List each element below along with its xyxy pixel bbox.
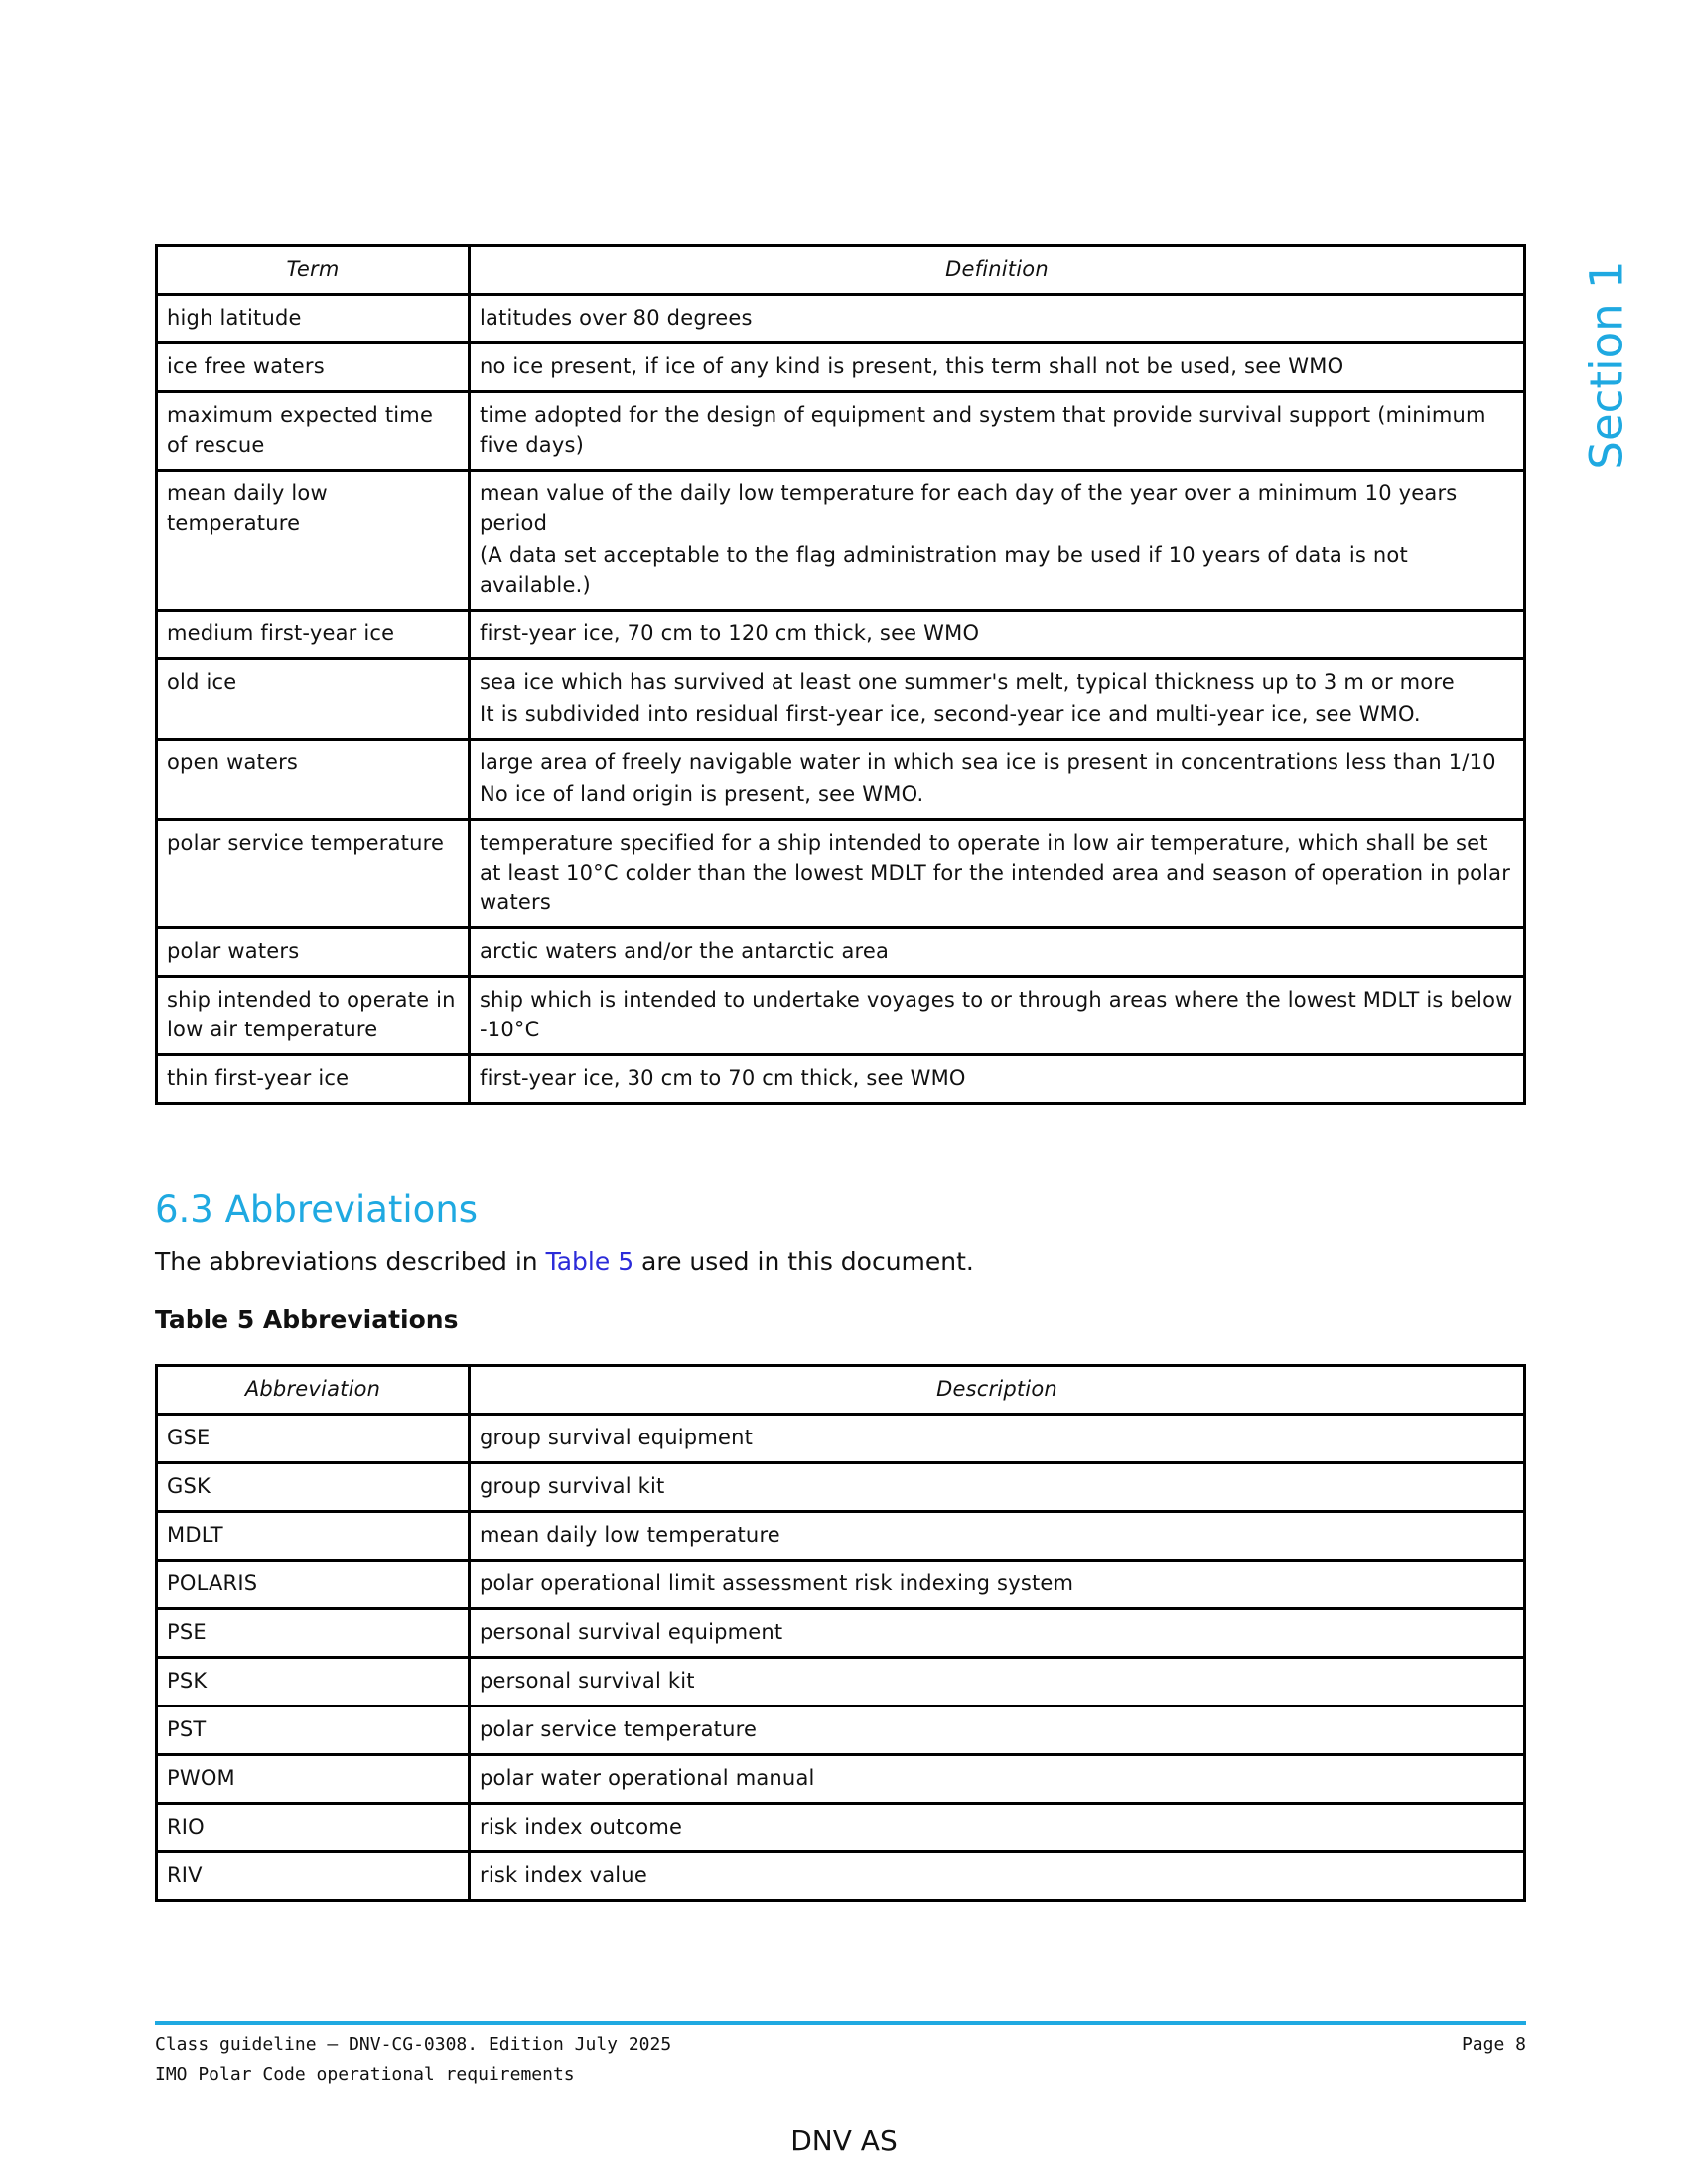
- header-description: Description: [470, 1366, 1525, 1415]
- footer-document-title: IMO Polar Code operational requirements: [155, 2064, 575, 2085]
- definition-cell: [470, 659, 1525, 740]
- term-cell: mean daily low temperature: [157, 471, 470, 611]
- abbreviations-table-body: [157, 1415, 1525, 1901]
- abbreviation-cell: GSE: [157, 1415, 470, 1463]
- table-row: [157, 977, 1525, 1055]
- table-row: [157, 1706, 1525, 1755]
- terms-table-header: [157, 246, 1525, 295]
- definition-paragraph: first-year ice, 30 cm to 70 cm thick, see WMO: [480, 1066, 966, 1090]
- description-cell: polar water operational manual: [470, 1755, 1525, 1804]
- abbreviation-cell: POLARIS: [157, 1561, 470, 1609]
- terms-table: [155, 244, 1526, 1105]
- term-cell: polar waters: [157, 928, 470, 977]
- table-row: [157, 471, 1525, 611]
- abbreviation-cell: GSK: [157, 1463, 470, 1512]
- table-row: [157, 1512, 1525, 1561]
- definition-paragraph: sea ice which has survived at least one summer's melt, typical thickness up to 3 m or more: [480, 670, 1455, 694]
- description-cell: mean daily low temperature: [470, 1512, 1525, 1561]
- definition-paragraph: temperature specified for a ship intended to operate in low air temperature, which shall be set at least 10°C colder than the lowest MDLT for the intended area and season of operation in polar waters: [480, 831, 1511, 914]
- definition-paragraph: first-year ice, 70 cm to 120 cm thick, see WMO: [480, 621, 980, 645]
- abbreviation-cell: PWOM: [157, 1755, 470, 1804]
- page-number: Page 8: [1461, 2034, 1526, 2055]
- intro-text-end: are used in this document.: [633, 1247, 974, 1276]
- definition-cell: [470, 1055, 1525, 1104]
- definition-paragraph: time adopted for the design of equipment and system that provide survival support (minimum five days): [480, 403, 1486, 457]
- term-cell: ship intended to operate in low air temperature: [157, 977, 470, 1055]
- abbreviation-cell: MDLT: [157, 1512, 470, 1561]
- table-row: [157, 1852, 1525, 1901]
- definition-paragraph: No ice of land origin is present, see WMO.: [480, 782, 924, 806]
- definition-paragraph: large area of freely navigable water in which sea ice is present in concentrations less than 1/10: [480, 751, 1496, 774]
- table-caption: Table 5 Abbreviations: [155, 1305, 459, 1334]
- header-definition: Definition: [470, 246, 1525, 295]
- term-cell: high latitude: [157, 295, 470, 343]
- abbreviation-cell: RIV: [157, 1852, 470, 1901]
- definition-paragraph: (A data set acceptable to the flag administration may be used if 10 years of data is not available.): [480, 543, 1408, 597]
- definition-cell: [470, 928, 1525, 977]
- table-5-link[interactable]: Table 5: [545, 1247, 634, 1276]
- description-cell: personal survival equipment: [470, 1609, 1525, 1658]
- term-cell: open waters: [157, 740, 470, 820]
- definition-paragraph: mean value of the daily low temperature for each day of the year over a minimum 10 years period: [480, 481, 1458, 535]
- footer-guideline: Class guideline — DNV-CG-0308. Edition July 2025: [155, 2034, 672, 2055]
- description-cell: polar service temperature: [470, 1706, 1525, 1755]
- table-row: [157, 1415, 1525, 1463]
- definition-cell: [470, 820, 1525, 928]
- term-cell: maximum expected time of rescue: [157, 392, 470, 471]
- header-term: Term: [157, 246, 470, 295]
- intro-text-start: The abbreviations described in: [155, 1247, 546, 1276]
- abbreviations-table: [155, 1364, 1526, 1902]
- table-row: [157, 1463, 1525, 1512]
- definition-cell: [470, 977, 1525, 1055]
- table-row: [157, 611, 1525, 659]
- definition-paragraph: It is subdivided into residual first-year ice, second-year ice and multi-year ice, see WMO.: [480, 702, 1421, 726]
- terms-table-body: [157, 295, 1525, 1104]
- table-row: [157, 295, 1525, 343]
- term-cell: ice free waters: [157, 343, 470, 392]
- description-cell: risk index value: [470, 1852, 1525, 1901]
- company-name: DNV AS: [790, 2124, 898, 2157]
- table-row: [157, 740, 1525, 820]
- description-cell: group survival equipment: [470, 1415, 1525, 1463]
- table-row: [157, 928, 1525, 977]
- abbreviation-cell: PST: [157, 1706, 470, 1755]
- footer-divider: [155, 2021, 1526, 2025]
- definition-cell: [470, 471, 1525, 611]
- header-abbreviation: Abbreviation: [157, 1366, 470, 1415]
- table-row: [157, 820, 1525, 928]
- table-row: [157, 659, 1525, 740]
- definition-paragraph: latitudes over 80 degrees: [480, 306, 753, 330]
- definition-cell: [470, 740, 1525, 820]
- section-tab-label: Section 1: [1580, 259, 1633, 470]
- term-cell: medium first-year ice: [157, 611, 470, 659]
- table-row: [157, 1055, 1525, 1104]
- table-row: [157, 1804, 1525, 1852]
- abbreviation-cell: PSK: [157, 1658, 470, 1706]
- table-row: [157, 1755, 1525, 1804]
- term-cell: polar service temperature: [157, 820, 470, 928]
- description-cell: group survival kit: [470, 1463, 1525, 1512]
- description-cell: risk index outcome: [470, 1804, 1525, 1852]
- term-cell: thin first-year ice: [157, 1055, 470, 1104]
- description-cell: personal survival kit: [470, 1658, 1525, 1706]
- table-row: [157, 343, 1525, 392]
- intro-paragraph: [155, 1247, 974, 1276]
- definition-cell: [470, 611, 1525, 659]
- section-heading: 6.3 Abbreviations: [155, 1188, 479, 1231]
- abbreviation-cell: PSE: [157, 1609, 470, 1658]
- term-cell: old ice: [157, 659, 470, 740]
- definition-paragraph: ship which is intended to undertake voyages to or through areas where the lowest MDLT is below -10°C: [480, 988, 1513, 1041]
- table-row: [157, 1609, 1525, 1658]
- table-row: [157, 392, 1525, 471]
- abbreviation-cell: RIO: [157, 1804, 470, 1852]
- definition-paragraph: no ice present, if ice of any kind is present, this term shall not be used, see WMO: [480, 354, 1344, 378]
- definition-cell: [470, 392, 1525, 471]
- table-row: [157, 1561, 1525, 1609]
- table-row: [157, 1658, 1525, 1706]
- definition-cell: [470, 295, 1525, 343]
- abbreviations-table-header: [157, 1366, 1525, 1415]
- definition-cell: [470, 343, 1525, 392]
- section-tab: [1562, 260, 1651, 469]
- definition-paragraph: arctic waters and/or the antarctic area: [480, 939, 890, 963]
- description-cell: polar operational limit assessment risk indexing system: [470, 1561, 1525, 1609]
